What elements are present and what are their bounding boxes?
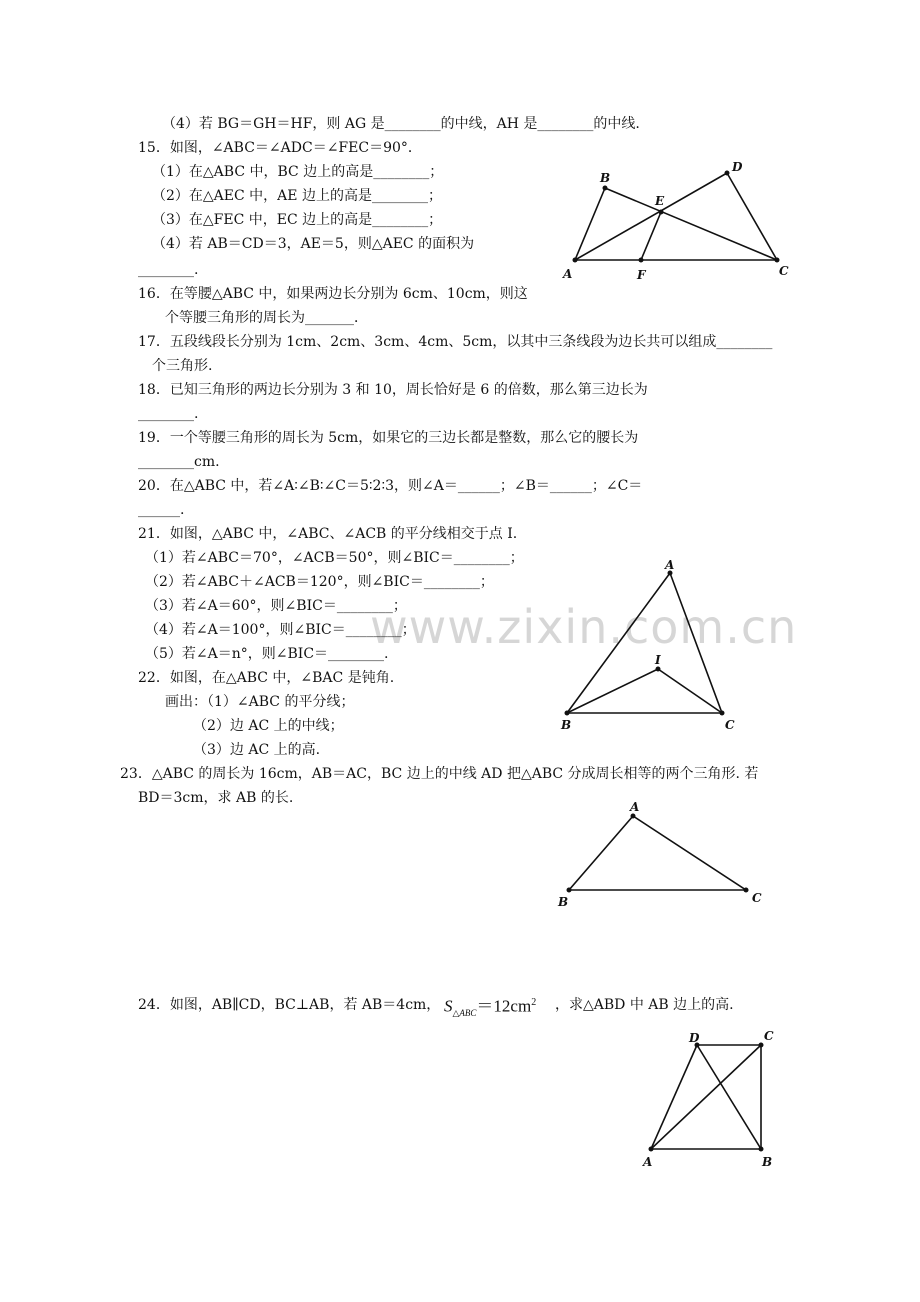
point-a [631,814,636,819]
label-b: B [600,171,611,185]
point-a [649,1147,654,1152]
label-d: D [689,1031,700,1045]
triangle-abc [567,573,722,713]
label-f: F [637,268,646,282]
q18-stem: 18．已知三角形的两边长分别为 3 和 10，周长恰好是 6 的倍数，那么第三边长为 [138,382,648,398]
q20-stem: 20．在△ABC 中，若∠A∶∠B∶∠C＝5∶2∶3，则∠A＝______；∠B＝______；∠C＝ [138,478,643,494]
q16-stem-cont: 个等腰三角形的周长为_______． [165,310,368,326]
label-c: C [725,718,735,732]
q18-blank: ________. [138,406,199,422]
q23-stem-cont: BD＝3cm，求 AB 的长. [138,790,294,806]
q15-part3: （3）在△FEC 中，EC 边上的高是________； [152,212,443,228]
q19-stem: 19．一个等腰三角形的周长为 5cm，如果它的三边长都是整数，那么它的腰长为 [138,430,639,446]
figure-23 [550,798,770,913]
segment-ef [641,212,661,260]
q14-part4: （4）若 BG＝GH＝HF，则 AG 是________的中线，AH 是________的中线. [162,116,640,132]
q17-stem-cont: 个三角形. [152,358,213,374]
q17-stem: 17．五段线段长分别为 1cm、2cm、3cm、4cm、5cm，以其中三条线段为边长共可以组成________ [138,334,773,350]
label-a: A [630,800,640,814]
watermark: www.zixin.com.cn [370,600,798,654]
q22-task1: 画出：（1）∠ABC 的平分线； [165,694,355,710]
q20-blank: ______. [138,502,185,518]
point-c [720,711,725,716]
segment-ic [658,669,722,713]
point-e [659,210,664,215]
label-c: C [779,264,789,278]
label-a: A [643,1155,653,1169]
point-b [567,888,572,893]
point-i [656,667,661,672]
point-a [573,258,578,263]
label-b: B [558,895,569,909]
q21-stem: 21．如图，△ABC 中，∠ABC、∠ACB 的平分线相交于点 I. [138,526,518,542]
q15-part2: （2）在△AEC 中，AE 边上的高是________； [152,188,442,204]
q22-task2: （2）边 AC 上的中线； [193,718,344,734]
label-e: E [655,194,665,208]
q24-stem: 24．如图，AB∥CD，BC⊥AB，若 AB＝4cm， [138,997,441,1013]
point-b [759,1147,764,1152]
q24-area-formula: $S_{\triangle ABC}=12cm^2$ [444,996,537,1019]
segment-ab [575,188,605,260]
label-b: B [762,1155,773,1169]
q21-part1: （1）若∠ABC＝70°，∠ACB＝50°，则∠BIC＝________； [145,550,524,566]
q22-task3: （3）边 AC 上的高. [193,742,321,758]
q19-blank: ________cm. [138,454,220,470]
figure-21 [555,555,745,735]
segment-bi [567,669,658,713]
segment-ad [651,1045,697,1149]
triangle-abc [569,816,746,890]
label-i: I [655,653,661,667]
segment-dc [727,173,777,260]
point-d [725,171,730,176]
q23-stem: 23．△ABC 的周长为 16cm，AB＝AC，BC 边上的中线 AD 把△ABC 分成周长相等的两个三角形. 若 [120,766,759,782]
q21-part3: （3）若∠A＝60°，则∠BIC＝________； [145,598,407,614]
q16-stem: 16．在等腰△ABC 中，如果两边长分别为 6cm、10cm，则这 [138,286,528,302]
point-c [744,888,749,893]
label-d: D [732,160,743,174]
label-c: C [764,1029,774,1043]
q15-part1: （1）在△ABC 中，BC 边上的高是________； [152,164,444,180]
point-f [639,258,644,263]
segment-ad [575,173,727,260]
q22-stem: 22．如图，在△ABC 中，∠BAC 是钝角. [138,670,395,686]
label-c: C [752,891,762,905]
q21-part4: （4）若∠A＝100°，则∠BIC＝________； [145,622,416,638]
label-a: A [563,267,573,281]
figure-15 [555,152,795,287]
q15-stem: 15．如图，∠ABC＝∠ADC＝∠FEC＝90°． [138,140,422,156]
point-b [603,186,608,191]
point-b [565,711,570,716]
q15-part4: （4）若 AB＝CD＝3，AE＝5，则△AEC 的面积为 [152,236,475,252]
q15-part4-blank: ________. [138,262,199,278]
point-c [775,258,780,263]
figure-24 [635,1025,785,1175]
label-a: A [665,558,675,572]
segment-bc [605,188,777,260]
q21-part5: （5）若∠A＝n°，则∠BIC＝________. [145,646,389,662]
label-b: B [561,718,572,732]
q24-stem-end: ，求△ABD 中 AB 边上的高. [555,997,734,1013]
q21-part2: （2）若∠ABC＋∠ACB＝120°，则∠BIC＝________； [145,574,494,590]
point-c [759,1043,764,1048]
